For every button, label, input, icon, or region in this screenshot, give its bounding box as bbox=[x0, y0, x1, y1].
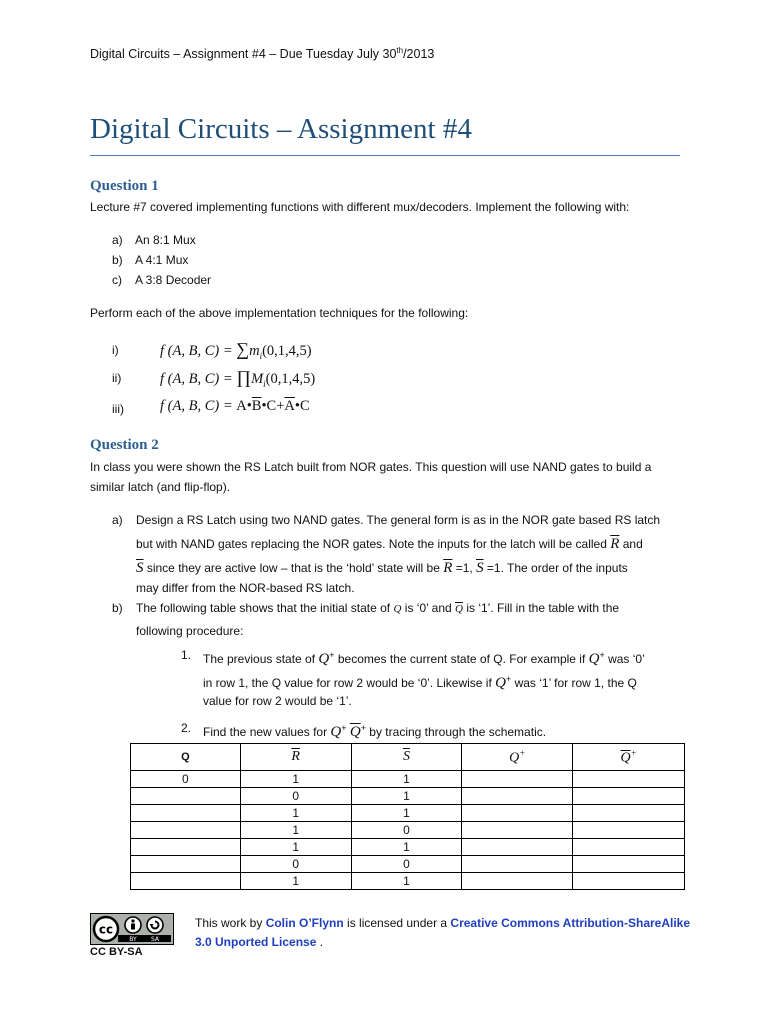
equation-args: (0,1,4,5) bbox=[262, 343, 312, 359]
part-a-text: =1. The order of the inputs bbox=[483, 561, 628, 575]
equation-args: (0,1,4,5) bbox=[265, 371, 316, 387]
cell-q-plus-bar[interactable] bbox=[573, 788, 685, 805]
s-bar-symbol: $\overline{S}$ bbox=[476, 560, 484, 576]
header-q-plus bbox=[462, 744, 573, 771]
cell-q-plus[interactable] bbox=[462, 805, 573, 822]
s-bar-symbol: $\overline{S}$ bbox=[136, 560, 144, 576]
cell-q[interactable]: 0 bbox=[131, 771, 241, 788]
step-text: was ‘0’ bbox=[604, 652, 645, 666]
question-2-heading: Question 2 bbox=[90, 437, 159, 453]
step-text: The previous state of bbox=[203, 652, 319, 666]
logo-cc-text: cc bbox=[98, 922, 114, 937]
title-divider bbox=[90, 155, 680, 156]
part-a-text: and bbox=[619, 537, 643, 551]
equation-part: •C+ bbox=[261, 398, 285, 414]
part-a-text: =1, bbox=[452, 561, 477, 575]
equation-term: M bbox=[251, 371, 264, 387]
cell-r-bar: 0 bbox=[240, 856, 351, 873]
list-item-label: a) bbox=[112, 233, 123, 247]
equation-part-inverted: $\overline{B}$ bbox=[251, 398, 262, 414]
equation-lhs: f (A, B, C) = bbox=[160, 371, 237, 387]
cell-r-bar: 1 bbox=[240, 873, 351, 890]
logo-sa-text: SA bbox=[150, 936, 160, 943]
plus-superscript: + bbox=[505, 674, 512, 684]
part-b-line1 bbox=[136, 598, 619, 619]
document-title: Digital Circuits – Assignment #4 bbox=[90, 113, 472, 145]
part-a-line4: may differ from the NOR-based RS latch. bbox=[136, 581, 355, 595]
list-item bbox=[112, 253, 188, 267]
step-text: Find the new values for bbox=[203, 725, 331, 739]
equation-term: m bbox=[249, 343, 260, 359]
table-row bbox=[131, 822, 685, 839]
cell-s-bar: 1 bbox=[351, 873, 462, 890]
table-row bbox=[131, 873, 685, 890]
equation-subscript: i bbox=[263, 378, 266, 389]
table-row bbox=[131, 788, 685, 805]
q-plus-symbol: Q bbox=[318, 651, 330, 667]
step-text: becomes the current state of Q. For example if bbox=[334, 652, 589, 666]
license-link[interactable]: Creative Commons Attribution-ShareAlike bbox=[450, 916, 691, 930]
cell-s-bar: 1 bbox=[351, 805, 462, 822]
cell-s-bar: 0 bbox=[351, 822, 462, 839]
list-item bbox=[112, 233, 196, 247]
equation-label: iii) bbox=[112, 402, 124, 416]
header-q-plus-bar bbox=[573, 744, 685, 771]
list-item-label: b) bbox=[112, 253, 123, 267]
cell-q[interactable] bbox=[131, 788, 241, 805]
list-item-text: An 8:1 Mux bbox=[135, 233, 196, 247]
q-plus-symbol: Q bbox=[495, 675, 506, 691]
header-r-bar-text: $\overline{R}$ bbox=[291, 749, 300, 764]
license-text: is licensed under a bbox=[343, 916, 451, 930]
question-1-heading: Question 1 bbox=[90, 178, 159, 194]
header-q-plus-bar-text: $\overline{Q}$ bbox=[620, 750, 631, 766]
cell-s-bar: 1 bbox=[351, 839, 462, 856]
cc-by-sa-badge-icon bbox=[90, 913, 174, 945]
header-q-plus-text: Q bbox=[509, 750, 520, 766]
q-plus-symbol: Q bbox=[588, 651, 600, 667]
plus-superscript: + bbox=[360, 723, 366, 733]
header-q: Q bbox=[131, 744, 241, 771]
table-row bbox=[131, 856, 685, 873]
part-a-line3 bbox=[136, 558, 628, 578]
r-bar-symbol: $\overline{R}$ bbox=[610, 536, 620, 552]
step-1-line3: value for row 2 would be ‘1’. bbox=[203, 694, 352, 708]
part-a-line2 bbox=[136, 534, 643, 554]
q-symbol: Q bbox=[393, 603, 402, 615]
cell-r-bar: 1 bbox=[240, 805, 351, 822]
step-2-number: 2. bbox=[181, 721, 192, 735]
license-link[interactable]: 3.0 Unported License bbox=[195, 935, 317, 949]
equation-product-of-maxterms bbox=[160, 367, 315, 389]
cell-q-plus-bar[interactable] bbox=[573, 822, 685, 839]
table-row bbox=[131, 839, 685, 856]
question-2-intro-line1: In class you were shown the RS Latch built from NOR gates. This question will use NAND gates to build a bbox=[90, 460, 652, 474]
cell-q-plus-bar[interactable] bbox=[573, 839, 685, 856]
running-header bbox=[90, 46, 434, 61]
equation-lhs: f (A, B, C) = bbox=[160, 398, 237, 414]
author-link[interactable]: Colin O’Flynn bbox=[265, 916, 344, 930]
table-row bbox=[131, 771, 685, 788]
cell-s-bar: 0 bbox=[351, 856, 462, 873]
part-a-text: since they are active low – that is the ‘hold’ state will be bbox=[146, 561, 444, 575]
license-text: . bbox=[316, 935, 324, 949]
equation-part: A• bbox=[236, 398, 252, 414]
part-b-label: b) bbox=[112, 601, 123, 615]
cell-q[interactable] bbox=[131, 839, 241, 856]
cell-s-bar: 1 bbox=[351, 788, 462, 805]
step-1-line2 bbox=[203, 669, 637, 693]
cell-r-bar: 1 bbox=[240, 822, 351, 839]
product-symbol: ∏ bbox=[236, 367, 252, 387]
q-bar-symbol: $\overline{Q}$ bbox=[455, 603, 463, 615]
part-b-text: is ‘1’. Fill in the table with the bbox=[462, 601, 620, 615]
step-text: by tracing through the schematic. bbox=[365, 725, 547, 739]
equation-subscript: i bbox=[259, 350, 263, 361]
cell-r-bar: 1 bbox=[240, 839, 351, 856]
cc-label: CC BY-SA bbox=[90, 946, 143, 958]
part-b-text: is ‘0’ and bbox=[401, 601, 456, 615]
license-notice bbox=[195, 914, 715, 952]
step-2-line bbox=[203, 718, 546, 742]
part-a-line1: Design a RS Latch using two NAND gates. The general form is as in the NOR gate based RS latch bbox=[136, 513, 661, 527]
header-s-bar bbox=[351, 744, 462, 771]
question-2-intro-line2: similar latch (and flip-flop). bbox=[90, 480, 231, 494]
step-1-line1 bbox=[203, 645, 645, 669]
cell-q-plus[interactable] bbox=[462, 839, 573, 856]
cell-q[interactable] bbox=[131, 856, 241, 873]
cell-r-bar: 1 bbox=[240, 771, 351, 788]
step-1-number: 1. bbox=[181, 648, 192, 662]
equation-lhs: f (A, B, C) = bbox=[160, 343, 237, 359]
cell-q[interactable] bbox=[131, 873, 241, 890]
q-plus-symbol: Q bbox=[330, 724, 342, 740]
license-text: This work by bbox=[195, 916, 266, 930]
cell-q-plus-bar[interactable] bbox=[573, 856, 685, 873]
question-1-perform: Perform each of the above implementation techniques for the following: bbox=[90, 306, 469, 320]
step-text: in row 1, the Q value for row 2 would be ‘0’. Likewise if bbox=[203, 676, 496, 690]
plus-superscript: + bbox=[630, 747, 637, 758]
part-b-line2: following procedure: bbox=[136, 624, 244, 638]
plus-superscript: + bbox=[519, 747, 526, 758]
list-item-label: c) bbox=[112, 273, 122, 287]
logo-by-text: BY bbox=[129, 936, 137, 943]
step-text: was ‘1’ for row 1, the Q bbox=[511, 676, 637, 690]
plus-superscript: + bbox=[599, 650, 605, 660]
plus-superscript: + bbox=[341, 723, 347, 733]
cell-q-plus[interactable] bbox=[462, 822, 573, 839]
sum-symbol: ∑ bbox=[236, 339, 250, 359]
list-item-text: A 4:1 Mux bbox=[135, 253, 189, 267]
part-a-text: but with NAND gates replacing the NOR gates. Note the inputs for the latch will be called bbox=[136, 537, 611, 551]
cell-q[interactable] bbox=[131, 805, 241, 822]
header-text: Digital Circuits – Assignment #4 – Due Tuesday July 30 bbox=[90, 47, 397, 62]
list-item bbox=[112, 273, 211, 287]
state-table bbox=[130, 743, 685, 890]
q-plus-bar-symbol: $\overline{Q}$ bbox=[349, 724, 361, 740]
cell-r-bar: 0 bbox=[240, 788, 351, 805]
equation-sum-of-minterms bbox=[160, 339, 312, 361]
cell-q-plus-bar[interactable] bbox=[573, 771, 685, 788]
equation-boolean bbox=[160, 398, 310, 415]
cc-by-sa-logo[interactable] bbox=[90, 913, 174, 945]
header-superscript: th bbox=[396, 46, 404, 55]
question-1-intro: Lecture #7 covered implementing functions with different mux/decoders. Implement the following with: bbox=[90, 200, 630, 214]
list-item-text: A 3:8 Decoder bbox=[135, 273, 212, 287]
plus-superscript: + bbox=[329, 650, 335, 660]
cell-q-plus[interactable] bbox=[462, 873, 573, 890]
table-header-row bbox=[131, 744, 685, 771]
equation-label: i) bbox=[112, 343, 119, 357]
equation-part-inverted: $\overline{A}$ bbox=[284, 398, 295, 414]
equation-part: •C bbox=[294, 398, 310, 414]
cell-q-plus[interactable] bbox=[462, 771, 573, 788]
r-bar-symbol: $\overline{R}$ bbox=[443, 560, 453, 576]
header-text-end: /2013 bbox=[403, 47, 435, 62]
cell-q-plus-bar[interactable] bbox=[573, 873, 685, 890]
table-row bbox=[131, 805, 685, 822]
equation-label: ii) bbox=[112, 371, 122, 385]
cell-q-plus[interactable] bbox=[462, 856, 573, 873]
header-s-bar-text: $\overline{S}$ bbox=[402, 749, 410, 764]
cell-q[interactable] bbox=[131, 822, 241, 839]
cell-s-bar: 1 bbox=[351, 771, 462, 788]
cell-q-plus-bar[interactable] bbox=[573, 805, 685, 822]
cell-q-plus[interactable] bbox=[462, 788, 573, 805]
header-r-bar bbox=[240, 744, 351, 771]
part-a-label: a) bbox=[112, 513, 123, 527]
part-b-text: The following table shows that the initial state of bbox=[136, 601, 394, 615]
